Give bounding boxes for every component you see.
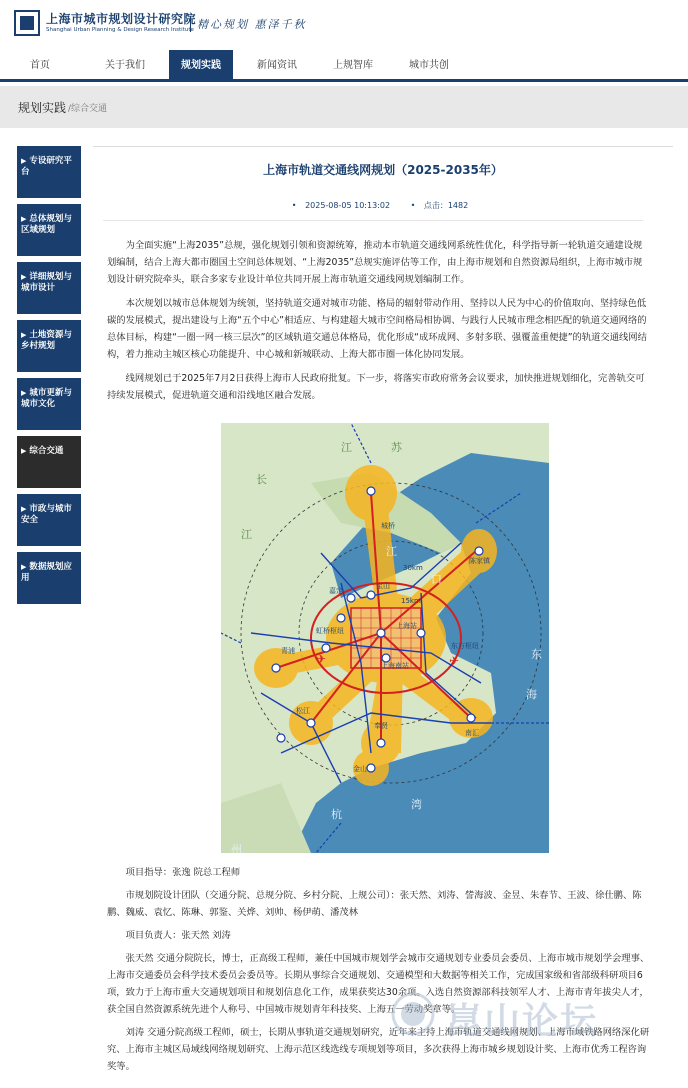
svg-text:州: 州 — [231, 843, 242, 853]
airplane-icon: ✈ — [316, 652, 327, 666]
chevron-right-icon: ▶ — [21, 273, 27, 281]
svg-text:长: 长 — [256, 473, 267, 486]
svg-text:口: 口 — [431, 573, 442, 586]
leader-bio: 张天然 交通分院院长，博士，正高级工程师，兼任中国城市规划学会城市交通规划专业委员会委员、上海市城市规划学会理事、上海市交通委员会科学技术委员会委员等。长期从事综合交通规划、交通模型和大数据等相关工作，完成国家级和省部级科研项目6项，致力于上海市重大交通规划项目和规划信息化工作，成果获奖达30余项。入选自然资源部科技领军人才、上海市青年拔尖人才，获全国自然资源系统先进个人称号、中国城市规划青年科技奖、上海五一劳动奖章等。 — [107, 953, 650, 1015]
svg-text:松江: 松江 — [296, 707, 310, 715]
breadcrumb-sub[interactable]: /综合交通 — [68, 104, 108, 114]
sidebar-item-master-plan[interactable]: ▶ 总体规划与区域规划 — [17, 204, 81, 256]
chevron-right-icon: ▶ — [21, 447, 27, 455]
svg-text:江: 江 — [241, 528, 252, 541]
chevron-right-icon: ▶ — [21, 563, 27, 571]
sidebar-item-renewal[interactable]: ▶ 城市更新与城市文化 — [17, 378, 81, 430]
svg-text:金山: 金山 — [353, 765, 367, 773]
svg-text:30km: 30km — [403, 564, 423, 572]
chevron-right-icon: ▶ — [21, 505, 27, 513]
sidebar-item-research[interactable]: ▶ 专设研究平台 — [17, 146, 81, 198]
chevron-right-icon: ▶ — [21, 331, 27, 339]
sidebar-item-detail-plan[interactable]: ▶ 详细规划与城市设计 — [17, 262, 81, 314]
watermark-text: 崑山论坛 — [446, 1001, 599, 1042]
svg-text:苏: 苏 — [391, 441, 402, 454]
leader-bio: 刘涛 交通分院高级工程师，硕士，长期从事轨道交通规划研究，近年来主持上海市轨道交通线网规划、上海市域铁路网络深化研究、上海市主城区局域线网络规划研究、上海示范区线选线专项规划等项目，多次获得上海市城乡规划设计奖、上海市优秀工程咨询奖等。 — [107, 1027, 650, 1072]
svg-text:杭: 杭 — [331, 808, 342, 821]
svg-text:东方枢纽: 东方枢纽 — [451, 642, 479, 650]
article-paragraph: 为全面实施“上海2035”总规，强化规划引领和资源统筹，推动本市轨道交通线网系统性优化，科学指导新一轮轨道交通建设规划编制，结合上海大都市圈国土空间总体规划、“上海2035”总规实施评估等工作，由上海市规划和自然资源局组织，上海市城市规划设计研究院牵头，联合多家专业设计单位共同开展上海市轨道交通线网规划编制工作。 — [107, 240, 643, 285]
chevron-right-icon: ▶ — [21, 157, 27, 165]
nav-home[interactable]: 首页 — [30, 60, 50, 71]
org-name-en: Shanghai Urban Planning & Design Research Institute — [46, 27, 194, 33]
project-guidance: 项目指导：张逸 院总工程师 — [125, 867, 241, 878]
project-team: 市规划院设计团队（交通分院、总规分院、乡村分院、上规公司）：张天然、刘涛、訾海波、金昱、朱春节、王波、徐仕鹏、陈鹏、魏威、袁忆、陈琳、郭鉴、关烨、刘帅、杨伊萌、潘茂林 — [107, 890, 642, 918]
chevron-right-icon: ▶ — [21, 215, 27, 223]
sidebar-item-transport[interactable]: ▶ 综合交通 — [17, 436, 81, 488]
svg-text:青浦: 青浦 — [281, 647, 295, 655]
nav-about[interactable]: 关于我们 — [105, 60, 145, 71]
watermark — [388, 985, 688, 1045]
article-paragraph: 本次规划以城市总体规划为统领，坚持轨道交通对城市功能、格局的辐射带动作用、坚持以人民为中心的价值取向、坚持绿色低碳的发展模式，提出建设与上海“五个中心”相适应、与构建超大城市空间格局相协调、与践行人民城市理念相匹配的轨道交通网络的总体目标，构建“一圈一网一核三层次”的区域轨道交通总体格局，优化形成“成环成网、多射多联、强覆盖重便捷”的轨道交通线网结构，着力推动主城区核心功能提升、中心城和新城联动、上海大都市圈一体化协同发展。 — [107, 298, 647, 360]
svg-text:15km: 15km — [401, 597, 421, 605]
breadcrumb-main[interactable]: 规划实践 — [18, 101, 67, 115]
slogan: 精心规划 惠泽千秋 — [190, 16, 307, 32]
article-hits: • 点击：1482 — [410, 201, 469, 210]
divider — [103, 220, 643, 221]
nav-thinktank[interactable]: 上规智库 — [333, 60, 373, 71]
sidebar-item-land[interactable]: ▶ 土地资源与乡村规划 — [17, 320, 81, 372]
nav-news[interactable]: 新闻资讯 — [257, 60, 297, 71]
nav-cocreate[interactable]: 城市共创 — [409, 60, 449, 71]
svg-text:江: 江 — [386, 545, 397, 558]
svg-text:虹桥枢纽: 虹桥枢纽 — [316, 627, 344, 635]
rail-network-map — [221, 423, 549, 853]
airplane-icon: ✈ — [449, 654, 460, 668]
logo-icon — [14, 10, 40, 36]
svg-text:南汇: 南汇 — [465, 729, 479, 737]
svg-text:城桥: 城桥 — [381, 522, 395, 530]
svg-text:上海南站: 上海南站 — [381, 662, 409, 670]
article-paragraph: 线网规划已于2025年7月2日获得上海市人民政府批复。下一步，将落实市政府常务会议要求，加快推进规划细化，完善轨交可持续发展模式，促进轨道交通和沿线地区融合发展。 — [107, 373, 645, 401]
svg-text:陈家镇: 陈家镇 — [469, 557, 490, 565]
main-nav — [0, 50, 688, 82]
sidebar-item-data[interactable]: ▶ 数据规划应用 — [17, 552, 81, 604]
org-name-cn: 上海市城市规划设计研究院 — [46, 12, 197, 26]
sidebar — [17, 146, 81, 610]
chevron-right-icon: ▶ — [21, 389, 27, 397]
article-title: 上海市轨道交通线网规划（2025-2035年） — [263, 163, 503, 177]
svg-text:湾: 湾 — [411, 798, 422, 811]
svg-text:奉贤: 奉贤 — [374, 722, 388, 730]
nav-practice[interactable]: 规划实践 — [169, 50, 233, 82]
svg-text:江: 江 — [341, 441, 352, 454]
svg-text:嘉定: 嘉定 — [329, 587, 343, 595]
svg-text:海: 海 — [526, 688, 537, 701]
site-header — [0, 0, 688, 48]
rail-map-image — [221, 423, 549, 853]
sidebar-item-municipal[interactable]: ▶ 市政与城市安全 — [17, 494, 81, 546]
site-logo[interactable] — [14, 10, 196, 36]
article-meta — [93, 200, 673, 211]
svg-text:东: 东 — [531, 648, 542, 661]
svg-text:上海站: 上海站 — [396, 622, 417, 630]
breadcrumb — [0, 86, 688, 128]
watermark-seal-icon — [388, 989, 438, 1039]
project-info — [107, 864, 652, 1081]
project-leader: 项目负责人：张天然 刘涛 — [125, 930, 231, 941]
article-date: • 2025-08-05 10:13:02 — [291, 201, 391, 210]
svg-text:宝山: 宝山 — [376, 582, 390, 590]
